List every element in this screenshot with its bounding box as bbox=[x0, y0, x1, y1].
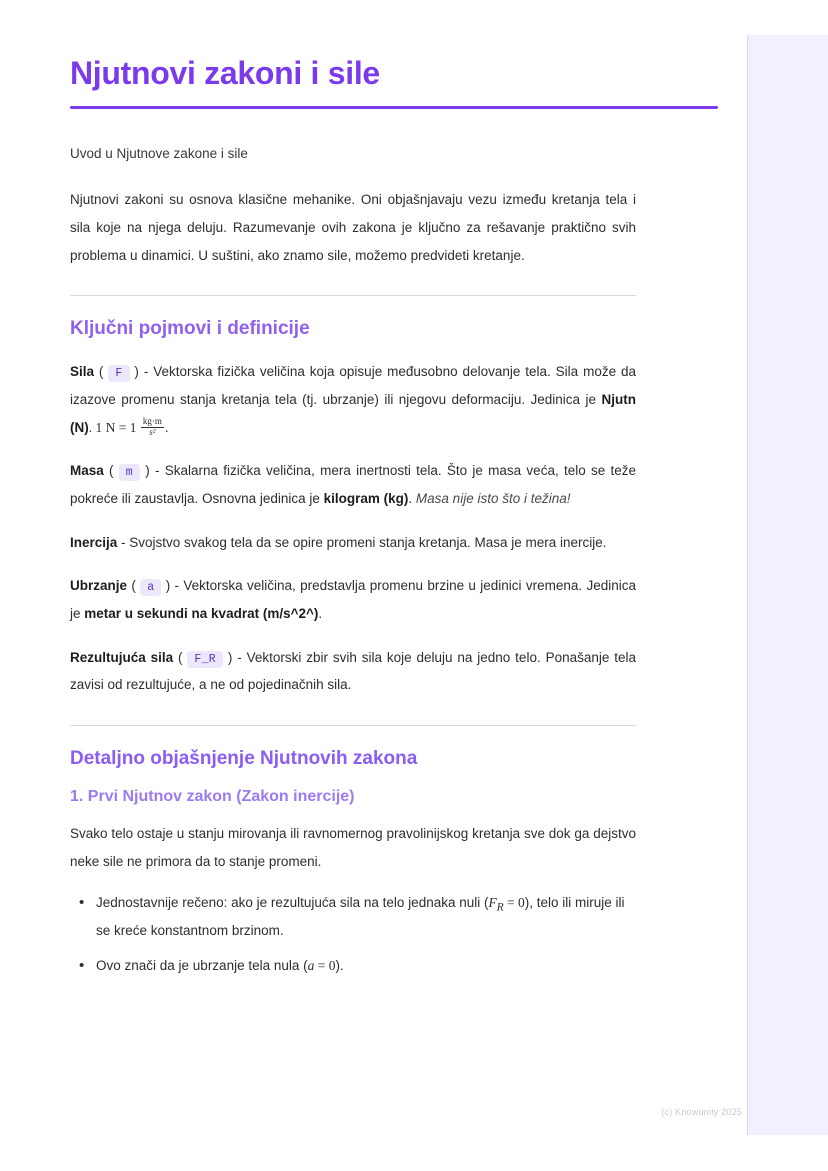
section-title-key-terms: Ključni pojmovi i definicije bbox=[70, 318, 310, 340]
list-item bbox=[96, 891, 636, 942]
term-text-after: . bbox=[318, 606, 323, 622]
term-unit: Njutn (N) bbox=[70, 392, 636, 435]
bullet-math-rest: = 0 bbox=[503, 895, 525, 911]
term-symbol-code: F_R bbox=[187, 651, 223, 668]
term-masa bbox=[70, 457, 636, 512]
term-ubrzanje bbox=[70, 572, 636, 627]
term-text-after: . bbox=[408, 491, 416, 507]
term-text: - Vektorski zbir svih sila koje deluju na jedno telo. Ponašanje tela zavisi od rezultujuće, a ne od pojedinačnih sila. bbox=[70, 649, 637, 693]
page-title: Njutnovi zakoni i sile bbox=[70, 55, 380, 91]
term-unit: kilogram (kg) bbox=[323, 491, 409, 507]
term-paren-open: ( bbox=[94, 364, 109, 380]
bullet-text-pre: Jednostavnije rečeno: ako je rezultujuća sila na telo jednaka nuli ( bbox=[96, 895, 489, 911]
bullet-text-pre: Ovo znači da je ubrzanje tela nula ( bbox=[96, 958, 308, 974]
term-inercija bbox=[70, 529, 636, 557]
term-paren-close: ) bbox=[129, 364, 139, 380]
section-title-laws: Detaljno objašnjenje Njutnovih zakona bbox=[70, 748, 418, 770]
page-side-strip bbox=[747, 35, 828, 1135]
term-paren-close: ) bbox=[223, 649, 233, 665]
bullet-text-post: ). bbox=[335, 958, 344, 974]
term-label: Masa bbox=[70, 463, 104, 479]
watermark: (c) Knowunity 2025 bbox=[661, 1107, 742, 1117]
fraction-numerator: kg·m bbox=[142, 416, 162, 427]
intro-line: Uvod u Njutnove zakone i sile bbox=[70, 146, 248, 162]
term-paren-close: ) bbox=[161, 578, 171, 594]
term-symbol-code: a bbox=[140, 579, 161, 596]
term-symbol-code: F bbox=[108, 365, 129, 382]
bullet-math-subscript: R bbox=[496, 902, 504, 915]
fraction-denominator: s² bbox=[141, 427, 164, 437]
term-formula-prefix: . 1 N = 1 bbox=[88, 419, 140, 435]
term-paren-open: ( bbox=[103, 463, 119, 479]
term-label: Sila bbox=[70, 364, 95, 380]
bullet-math-var: a bbox=[307, 958, 315, 974]
term-rezultujuca-sila bbox=[70, 644, 636, 699]
term-label: Ubrzanje bbox=[70, 578, 128, 594]
term-paren-open: ( bbox=[127, 578, 141, 594]
term-text: - Vektorska veličina, predstavlja promenu brzine u jedinici vremena. Jedinica je bbox=[70, 578, 636, 622]
subsection-title-first-law: 1. Prvi Njutnov zakon (Zakon inercije) bbox=[70, 788, 355, 806]
term-label: Rezultujuća sila bbox=[70, 649, 174, 665]
term-text: - Vektorska fizička veličina koja opisuje međusobno delovanje tela. Sila može da izazove promenu stanja kretanja tela (tj. ubrzanje) ili njegovu deformaciju. Jedinica je bbox=[70, 364, 637, 408]
bullet-math-var: F bbox=[488, 895, 497, 911]
term-text: - Svojstvo svakog tela da se opire promeni stanja kretanja. Masa je mera inercije. bbox=[117, 534, 607, 550]
document-content bbox=[70, 54, 636, 990]
section-divider-2 bbox=[70, 725, 636, 726]
term-formula-fraction bbox=[141, 417, 164, 437]
first-law-bullet-list bbox=[70, 891, 636, 978]
title-divider bbox=[70, 106, 718, 109]
term-label: Inercija bbox=[70, 534, 118, 550]
section-divider-1 bbox=[70, 295, 636, 296]
term-italic-note: Masa nije isto što i težina! bbox=[415, 491, 571, 507]
term-formula-suffix: . bbox=[164, 419, 169, 435]
term-paren-open: ( bbox=[173, 649, 188, 665]
term-symbol-code: m bbox=[119, 464, 140, 481]
list-item bbox=[96, 954, 636, 978]
intro-paragraph: Njutnovi zakoni su osnova klasične mehanike. Oni objašnjavaju vezu između kretanja tela i sila koje na njega deluju. Razumevanje ovih zakona je ključno za rešavanje praktično svih problema u dinamici. U suštini, ako znamo sile, možemo predvideti kretanje. bbox=[70, 192, 636, 263]
bullet-text-post: ), telo ili miruje ili se kreće konstantnom brzinom. bbox=[96, 895, 625, 938]
bullet-math-rest: = 0 bbox=[314, 958, 336, 974]
term-unit: metar u sekundi na kvadrat (m/s^2^) bbox=[84, 606, 319, 622]
term-text: - Skalarna fizička veličina, mera inertnosti tela. Što je masa veća, telo se teže pokreće ili zaustavlja. Osnovna jedinica je bbox=[70, 463, 636, 507]
term-sila bbox=[70, 358, 636, 441]
term-paren-close: ) bbox=[140, 463, 150, 479]
first-law-text: Svako telo ostaje u stanju mirovanja ili ravnomernog pravolinijskog kretanja sve dok ga dejstvo neke sile ne primora da to stanje promeni. bbox=[70, 826, 636, 869]
